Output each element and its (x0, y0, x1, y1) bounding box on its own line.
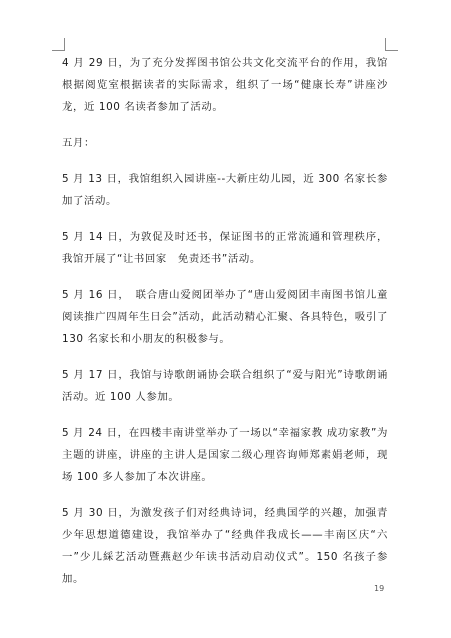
month-heading-may: 五月： (62, 137, 95, 149)
paragraph-may-24: 5 月 24 日，在四楼丰南讲堂举办了一场以“幸福家教 成功家教”为主题的讲座，讲座的主讲人是国家二级心理咨询师郑素娟老师，现场 100 多人参加了本次讲座。 (62, 427, 388, 483)
paragraph-may-14: 5 月 14 日，为敦促及时还书，保证图书的正常流通和管理秩序，我馆开展了“让书回家 免责还书”活动。 (62, 231, 388, 265)
crop-mark-top-right (385, 38, 398, 51)
document-body (62, 52, 388, 604)
crop-mark-top-left (52, 38, 65, 51)
paragraph-may-17: 5 月 17 日，我馆与诗歌朗诵协会联合组织了“爱与阳光”诗歌朗诵活动。近 100 人参加。 (62, 369, 388, 403)
page-number: 19 (374, 584, 385, 593)
paragraph-may-16: 5 月 16 日， 联合唐山爱阅团举办了“唐山爱阅团丰南图书馆儿童阅读推广四周年生日会”活动，此活动精心汇聚、各具特色，吸引了 130 名家长和小朋友的积极参与。 (62, 289, 388, 345)
paragraph-may-13: 5 月 13 日，我馆组织入园讲座--大新庄幼儿园，近 300 名家长参加了活动。 (62, 173, 388, 207)
paragraph-apr-29: 4 月 29 日，为了充分发挥图书馆公共文化交流平台的作用，我馆根据阅览室根据读者的实际需求，组织了一场“健康长寿”讲座沙龙，近 100 名读者参加了活动。 (62, 57, 388, 113)
paragraph-may-30: 5 月 30 日，为激发孩子们对经典诗词，经典国学的兴趣，加强青少年思想道德建设，我馆举办了“经典伴我成长——丰南区庆“六一”少儿綵艺活动暨燕赵少年读书活动启动仪式”。150 名孩子参加。 (62, 507, 388, 585)
